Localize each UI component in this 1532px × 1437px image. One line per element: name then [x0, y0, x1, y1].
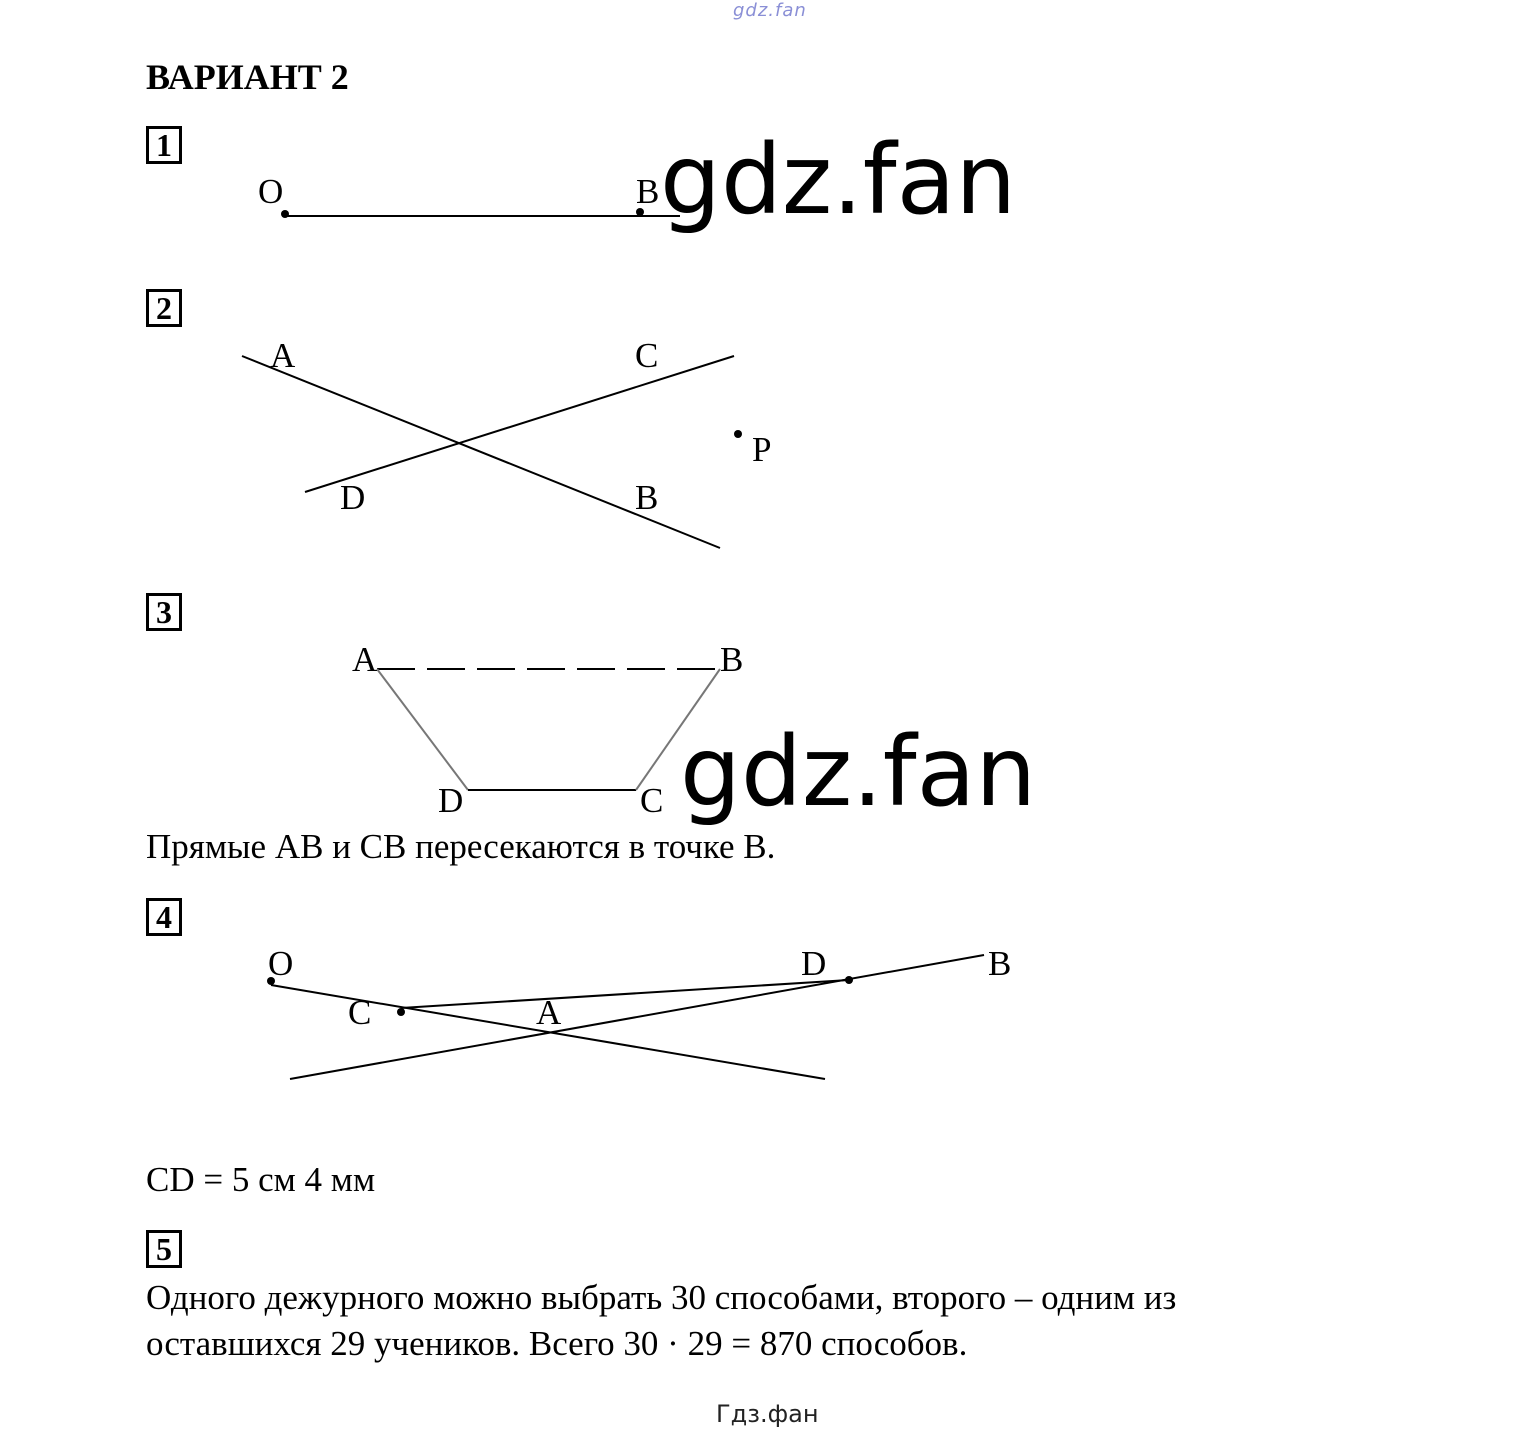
watermark-large-1: gdz.fan — [660, 124, 1017, 236]
point-o — [281, 210, 289, 218]
task-number-2: 2 — [146, 289, 182, 327]
label-d: D — [438, 781, 464, 820]
bottom-watermark: Гдз.фан — [716, 1400, 819, 1428]
label-a: A — [352, 640, 378, 679]
label-c: C — [640, 781, 664, 820]
task-5-answer-line-1: Одного дежурного можно выбрать 30 способами, второго – одним из — [146, 1278, 1177, 1317]
label-c: C — [635, 336, 659, 375]
task-4-answer: CD = 5 см 4 мм — [146, 1160, 376, 1199]
label-b: B — [988, 944, 1012, 983]
point-c — [397, 1008, 405, 1016]
label-d: D — [340, 478, 366, 517]
figure-1-segment-ob — [258, 172, 680, 218]
figure-4-rays — [267, 944, 1011, 1079]
label-o: O — [258, 172, 284, 211]
label-b: B — [636, 172, 660, 211]
line-cd — [305, 356, 734, 492]
label-p: P — [752, 430, 772, 469]
task-5-answer-line-2: оставшихся 29 учеников. Всего 30 · 29 = 870 способов. — [146, 1324, 968, 1363]
line-ab — [242, 356, 720, 548]
watermark-large-2: gdz.fan — [680, 716, 1037, 828]
label-a: A — [270, 336, 296, 375]
task-number-4: 4 — [146, 898, 182, 936]
segment-cd — [401, 980, 849, 1008]
task-number-3: 3 — [146, 593, 182, 631]
label-b: B — [635, 478, 659, 517]
task-number-5: 5 — [146, 1230, 182, 1268]
task-number-1: 1 — [146, 126, 182, 164]
segment-ad — [377, 669, 468, 790]
figure-2-intersecting-lines — [242, 336, 771, 548]
task-3-answer: Прямые AB и CB пересекаются в точке B. — [146, 827, 776, 866]
label-c: C — [348, 993, 372, 1032]
ray-ab — [290, 955, 984, 1079]
label-o: O — [268, 944, 294, 983]
point-d — [845, 976, 853, 984]
label-d: D — [801, 944, 827, 983]
top-watermark: gdz.fan — [733, 0, 807, 21]
variant-heading: ВАРИАНТ 2 — [146, 57, 349, 97]
label-a: A — [536, 993, 562, 1032]
point-p — [734, 430, 742, 438]
label-b: B — [720, 640, 744, 679]
